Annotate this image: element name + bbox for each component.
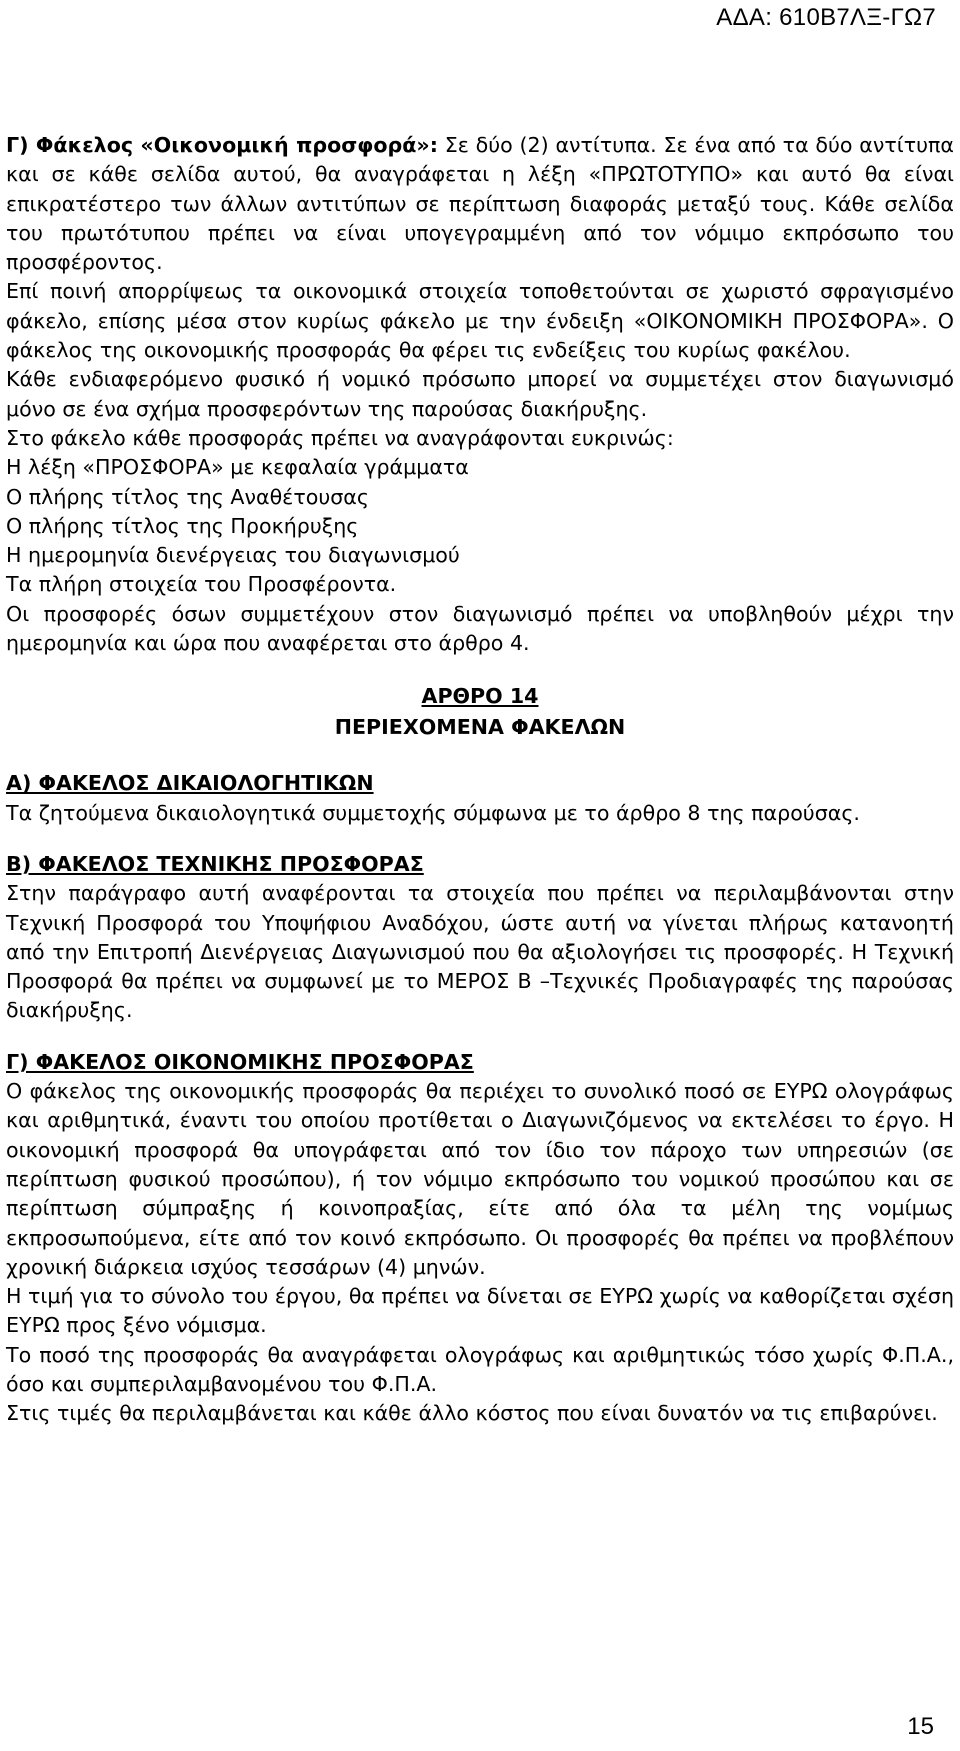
envelope-item: Η ημερομηνία διενέργειας του διαγωνισμού	[6, 543, 460, 568]
envelope-item: Ο πλήρης τίτλος της Προκήρυξης	[6, 513, 359, 538]
article-heading	[6, 681, 954, 743]
paragraph-sealed-envelope: Επί ποινή απορρίψεως τα οικονομικά στοιχεία τοποθετούνται σε χωριστό σφραγισμένο φάκελο, επίσης μέσα στον κυρίως φάκελο με την ένδειξη «ΟΙΚΟΝΟΜΙΚΗ ΠΡΟΣΦΟΡΑ». Ο φάκελος της οικονομικής προσφοράς θα φέρει τις ενδείξεις του κυρίως φακέλου.	[6, 279, 954, 363]
page-number: 15	[907, 1713, 934, 1740]
article-number: ΑΡΘΡΟ 14	[421, 684, 539, 709]
intro-paragraph	[6, 131, 954, 277]
ada-code: ΑΔΑ: 610Β7ΛΞ-ΓΩ7	[716, 4, 936, 31]
section-financial-text: Η τιμή για το σύνολο του έργου, θα πρέπει να δίνεται σε ΕΥΡΩ χωρίς να καθορίζεται σχέση ΕΥΡΩ προς ξένο νόμισμα.	[6, 1284, 954, 1338]
section-financial-text: Ο φάκελος της οικονομικής προσφοράς θα περιέχει το συνολικό ποσό σε ΕΥΡΩ ολογράφως και αριθμητικά, έναντι του οποίου προτίθεται ο Διαγωνιζόμενος να εκτελέσει το έργο. Η οικονομική προσφορά θα υπογράφεται από τον ίδιο τον πάροχο των υπηρεσιών (σε περίπτωση φυσικού προσώπου), ή τον νόμιμο εκπρόσωπο του νομικού προσώπου και σε περίπτωση σύμπραξης ή κοινοπραξίας, είτε από όλα τα μέλη της νομίμως εκπροσωπούμενα, είτε από τον κοινό εκπρόσωπο. Οι προσφορές θα πρέπει να προβλέπουν χρονική διάρκεια ισχύος τεσσάρων (4) μηνών.	[6, 1079, 954, 1279]
envelope-item: Ο πλήρης τίτλος της Αναθέτουσας	[6, 484, 369, 509]
section-title-technical: Β) ΦΑΚΕΛΟΣ ΤΕΧΝΙΚΗΣ ΠΡΟΣΦΟΡΑΣ	[6, 851, 424, 876]
document-body	[6, 131, 954, 1429]
section-title-documents: Α) ΦΑΚΕΛΟΣ ΔΙΚΑΙΟΛΟΓΗΤΙΚΩΝ	[6, 771, 374, 796]
envelope-item: Η λέξη «ΠΡΟΣΦΟΡΑ» με κεφαλαία γράμματα	[6, 455, 469, 480]
article-title: ΠΕΡΙΕΧΟΜΕΝΑ ΦΑΚΕΛΩΝ	[334, 715, 626, 740]
envelope-item: Τα πλήρη στοιχεία του Προσφέροντα.	[6, 572, 397, 597]
paragraph-participation: Κάθε ενδιαφερόμενο φυσικό ή νομικό πρόσωπο μπορεί να συμμετέχει στον διαγωνισμό μόνο σε ένα σχήμα προσφερόντων της παρούσας διακήρυξης.	[6, 367, 954, 421]
deadline-paragraph: Οι προσφορές όσων συμμετέχουν στον διαγωνισμό πρέπει να υποβληθούν μέχρι την ημερομηνία και ώρα που αναφέρεται στο άρθρο 4.	[6, 601, 954, 656]
intro-label: Γ) Φάκελος «Οικονομική προσφορά»:	[6, 133, 438, 157]
intro-text: Σε δύο (2) αντίτυπα. Σε ένα από τα δύο αντίτυπα και σε κάθε σελίδα αυτού, θα αναγράφεται η λέξη «ΠΡΩΤΟΤΥΠΟ» και αυτό θα είναι επικρατέστερο των άλλων αντιτύπων σε περίπτωση διαφοράς μεταξύ τους. Κάθε σελίδα του πρωτότυπου πρέπει να είναι υπογεγραμμένη από τον νόμιμο εκπρόσωπο του προσφέροντος.	[6, 133, 955, 275]
section-financial-text: Το ποσό της προσφοράς θα αναγράφεται ολογράφως και αριθμητικώς τόσο χωρίς Φ.Π.Α., όσο και συμπεριλαμβανομένου του Φ.Π.Α.	[6, 1342, 954, 1396]
section-financial-text: Στις τιμές θα περιλαμβάνεται και κάθε άλλο κόστος που είναι δυνατόν να τις επιβαρύνει.	[6, 1401, 938, 1426]
section-title-financial: Γ) ΦΑΚΕΛΟΣ ΟΙΚΟΝΟΜΙΚΗΣ ΠΡΟΣΦΟΡΑΣ	[6, 1049, 474, 1074]
section-documents-text: Τα ζητούμενα δικαιολογητικά συμμετοχής σύμφωνα με το άρθρο 8 της παρούσας.	[6, 800, 860, 825]
envelope-intro: Στο φάκελο κάθε προσφοράς πρέπει να αναγράφονται ευκρινώς:	[6, 425, 674, 450]
section-technical-text: Στην παράγραφο αυτή αναφέρονται τα στοιχεία που πρέπει να περιλαμβάνονται στην Τεχνική Προσφορά του Υποψήφιου Αναδόχου, ώστε αυτή να γίνεται πλήρως κατανοητή από την Επιτροπή Διενέργειας Διαγωνισμού που θα αξιολογήσει τις προσφορές. Η Τεχνική Προσφορά θα πρέπει να συμφωνεί με το ΜΕΡΟΣ Β –Τεχνικές Προδιαγραφές της παρούσας διακήρυξης.	[6, 881, 954, 1023]
